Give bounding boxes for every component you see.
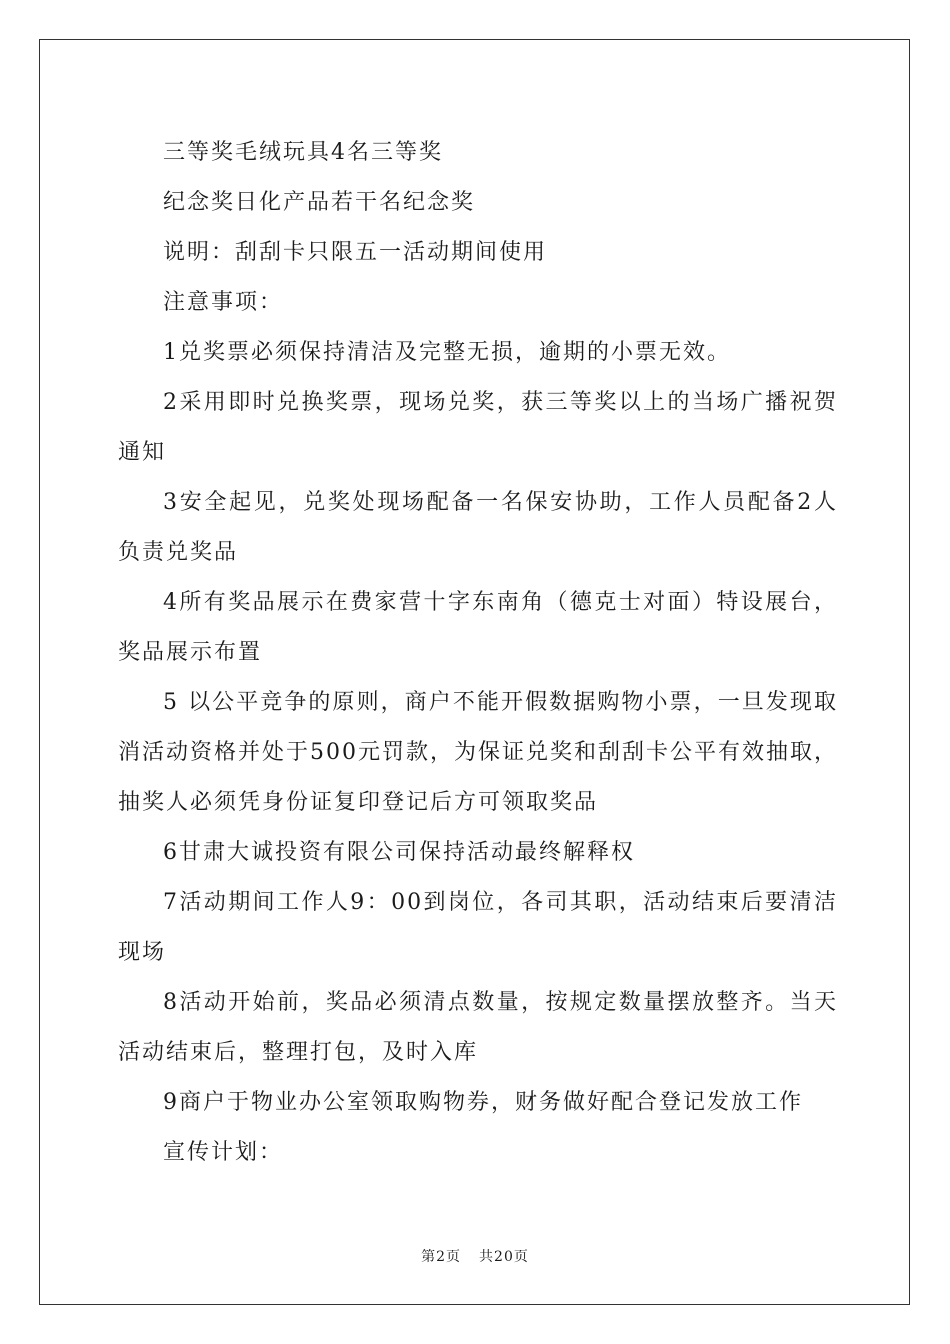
paragraph-item-4: 4所有奖品展示在费家营十字东南角（德克士对面）特设展台，奖品展示布置 [118, 590, 838, 665]
paragraph-item-5: 5 以公平竞争的原则，商户不能开假数据购物小票，一旦发现取消活动资格并处于500元罚款，为保证兑奖和刮刮卡公平有效抽取，抽奖人必须凭身份证复印登记后方可领取奖品 [118, 690, 838, 815]
page-total: 共20页 [479, 1249, 529, 1265]
page-number: 第2页 [421, 1249, 462, 1265]
paragraph-item-9: 9商户于物业办公室领取购物券，财务做好配合登记发放工作 [163, 1090, 803, 1115]
paragraph-publicity-heading: 宣传计划： [163, 1140, 284, 1165]
paragraph-precautions-heading: 注意事项： [163, 290, 284, 315]
paragraph-souvenir-prize: 纪念奖日化产品若干名纪念奖 [163, 190, 476, 215]
paragraph-item-2: 2采用即时兑换奖票，现场兑奖，获三等奖以上的当场广播祝贺通知 [118, 390, 838, 465]
paragraph-third-prize: 三等奖毛绒玩具4名三等奖 [163, 140, 443, 165]
paragraph-note: 说明：刮刮卡只限五一活动期间使用 [163, 240, 548, 265]
document-body [118, 128, 838, 1178]
paragraph-item-1: 1兑奖票必须保持清洁及完整无损，逾期的小票无效。 [163, 340, 731, 365]
paragraph-item-7: 7活动期间工作人9：00到岗位，各司其职，活动结束后要清洁现场 [118, 890, 838, 965]
paragraph-item-8: 8活动开始前，奖品必须清点数量，按规定数量摆放整齐。当天活动结束后，整理打包，及时入库 [118, 990, 838, 1065]
paragraph-item-6: 6甘肃大诚投资有限公司保持活动最终解释权 [163, 840, 635, 865]
page-footer [0, 1246, 950, 1266]
paragraph-item-3: 3安全起见，兑奖处现场配备一名保安协助，工作人员配备2人负责兑奖品 [118, 490, 838, 565]
